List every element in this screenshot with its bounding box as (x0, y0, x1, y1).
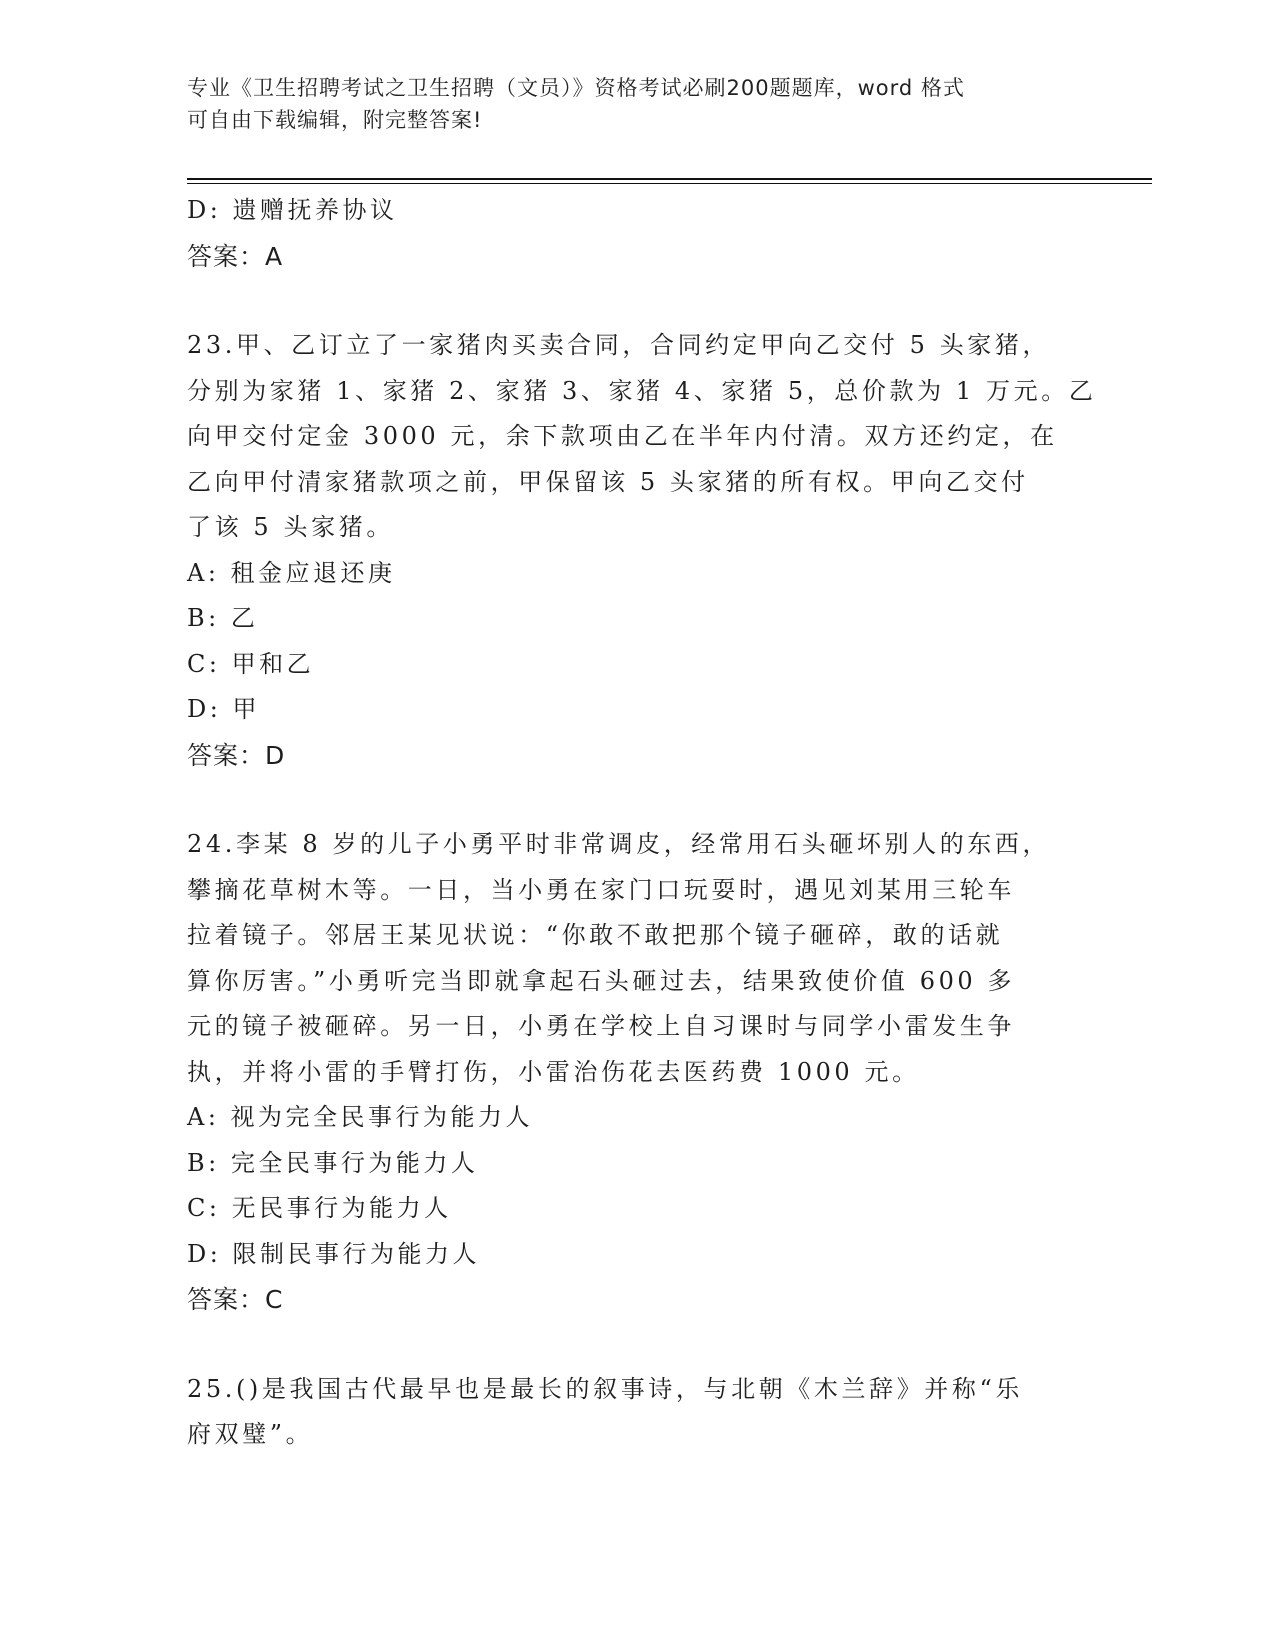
question-line: 元的镜子被砸碎。另一日，小勇在学校上自习课时与同学小雷发生争 (187, 1012, 1015, 1040)
question-line: 23.甲、乙订立了一家猪肉买卖合同，合同约定甲向乙交付 5 头家猪， (187, 331, 1051, 359)
question-line: 拉着镜子。邻居王某见状说：“你敢不敢把那个镜子砸碎，敢的话就 (187, 921, 1004, 949)
spacer (187, 279, 1087, 323)
question-list (187, 188, 1097, 1458)
question-23-answer: 答案：D (187, 740, 286, 770)
prev-answer: 答案：A (187, 241, 284, 271)
header-line-2: 可自由下载编辑，附完整答案! (187, 108, 483, 132)
question-23-option-c: C: 甲和乙 (187, 649, 315, 678)
question-24-answer: 答案：C (187, 1285, 284, 1314)
question-24-option-b: B: 完全民事行为能力人 (187, 1148, 479, 1177)
question-line: 分别为家猪 1、家猪 2、家猪 3、家猪 4、家猪 5，总价款为 1 万元。乙 (187, 376, 1097, 405)
spacer (187, 778, 1087, 822)
header-line-1: 专业《卫生招聘考试之卫生招聘（文员）》资格考试必刷200题题库，word 格式 (187, 76, 965, 100)
question-23-option-d: D: 甲 (187, 695, 260, 723)
question-23-text (187, 323, 1097, 551)
question-line: 了该 5 头家猪。 (187, 513, 394, 541)
prev-option-d: D: 遗赠抚养协议 (187, 196, 398, 224)
spacer (187, 1323, 1087, 1367)
question-23-option-b: B: 乙 (187, 604, 259, 632)
question-line: 算你厉害。”小勇听完当即就拿起石头砸过去，结果致使价值 600 多 (187, 966, 1016, 995)
header-rule-thick (187, 178, 1152, 180)
question-24-text (187, 822, 1087, 1095)
question-line: 24.李某 8 岁的儿子小勇平时非常调皮，经常用石头砸坏别人的东西， (187, 830, 1051, 858)
question-line: 攀摘花草树木等。一日，当小勇在家门口玩耍时，遇见刘某用三轮车 (187, 875, 1015, 904)
question-line: 向甲交付定金 3000 元，余下款项由乙在半年内付清。双方还约定，在 (187, 422, 1058, 450)
question-line: 乙向甲付清家猪款项之前，甲保留该 5 头家猪的所有权。甲向乙交付 (187, 467, 1029, 496)
question-24-option-d: D: 限制民事行为能力人 (187, 1239, 480, 1268)
question-24-option-c: C: 无民事行为能力人 (187, 1194, 452, 1222)
question-25-text (187, 1367, 1087, 1458)
question-24-option-a: A: 视为完全民事行为能力人 (187, 1103, 534, 1131)
document-header (187, 72, 1067, 136)
header-rule-thin (187, 183, 1152, 184)
question-line: 执，并将小雷的手臂打伤，小雷治伤花去医药费 1000 元。 (187, 1057, 920, 1086)
question-line: 25.()是我国古代最早也是最长的叙事诗，与北朝《木兰辞》并称“乐 (187, 1374, 1023, 1403)
question-line: 府双璧”。 (187, 1420, 314, 1448)
question-23-option-a: A: 租金应退还庚 (187, 558, 396, 587)
